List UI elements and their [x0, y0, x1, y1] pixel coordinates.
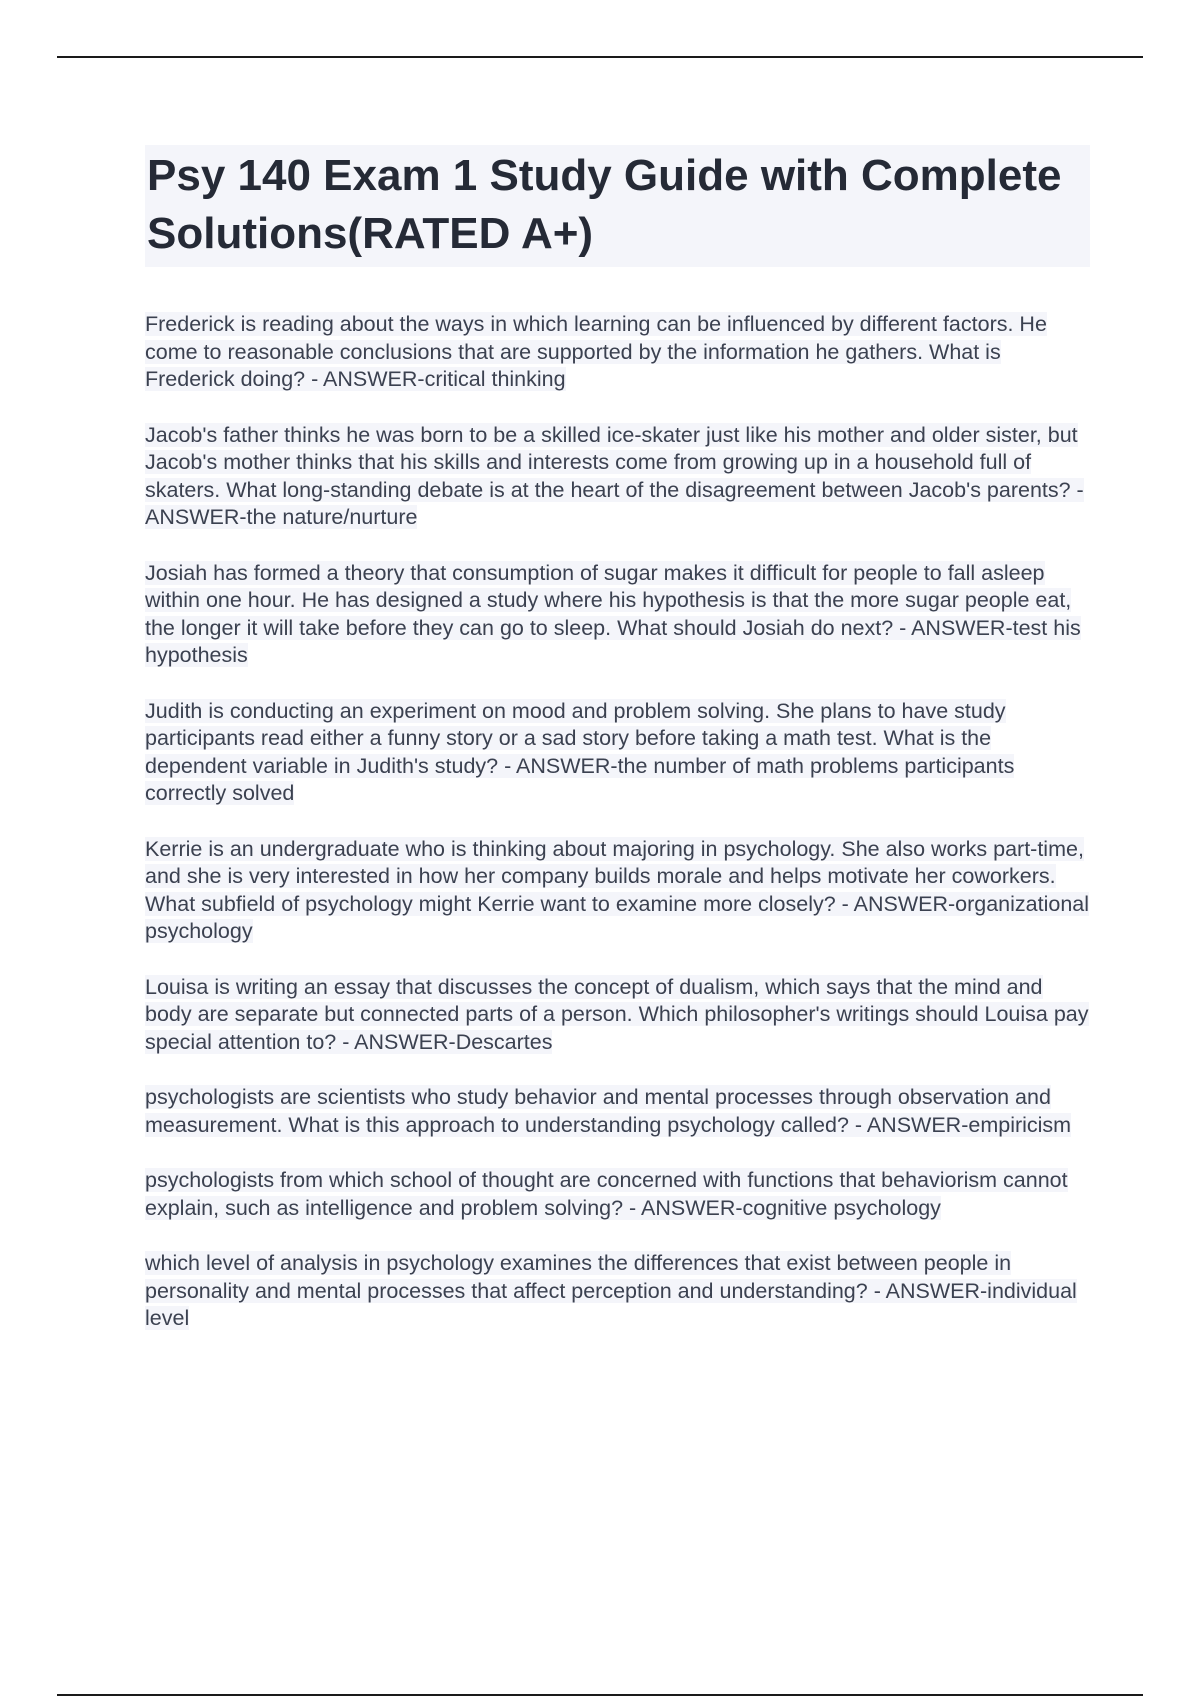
title-block — [145, 145, 1090, 267]
qa-item-6 — [145, 974, 1090, 1057]
qa-text: which level of analysis in psychology examines the differences that exist between people in personality and mental processes that affect perception and understanding? - ANSWER-individual level — [145, 1251, 1077, 1330]
qa-item-7 — [145, 1084, 1090, 1139]
qa-item-2 — [145, 422, 1090, 532]
qa-item-1 — [145, 311, 1090, 394]
qa-text: psychologists from which school of thought are concerned with functions that behaviorism cannot explain, such as intelligence and problem solving? - ANSWER-cognitive psychology — [145, 1168, 1068, 1220]
document-page — [145, 145, 1090, 1361]
qa-text: Louisa is writing an essay that discusses the concept of dualism, which says that the mind and body are separate but connected parts of a person. Which philosopher's writings should Louisa pay special attention to? - ANSWER-Descartes — [145, 974, 1089, 1054]
qa-text: Jacob's father thinks he was born to be a skilled ice-skater just like his mother and older sister, but Jacob's mother thinks that his skills and interests come from growing up in a household full of skaters. What long-standing debate is at the heart of the disagreement between Jacob's parents? - ANSWER-the nature/nurture — [145, 422, 1084, 529]
qa-item-3 — [145, 560, 1090, 670]
qa-item-9 — [145, 1250, 1090, 1333]
qa-item-4 — [145, 698, 1090, 808]
qa-text: Kerrie is an undergraduate who is thinking about majoring in psychology. She also works part-time, and she is very interested in how her company builds morale and helps motivate her coworkers. What subfield of psychology might Kerrie want to examine more closely? - ANSWER-organizational psychology — [145, 836, 1090, 943]
document-title: Psy 140 Exam 1 Study Guide with Complete Solutions(RATED A+) — [147, 151, 1062, 258]
qa-item-8 — [145, 1167, 1090, 1222]
qa-text: Frederick is reading about the ways in which learning can be influenced by different factors. He come to reasonable conclusions that are supported by the information he gathers. What is Frederick doing? - ANSWER-critical thinking — [145, 312, 1047, 391]
qa-text: Judith is conducting an experiment on mood and problem solving. She plans to have study participants read either a funny story or a sad story before taking a math test. What is the dependent variable in Judith's study? - ANSWER-the number of math problems participants correctly solved — [145, 698, 1015, 805]
qa-text: psychologists are scientists who study behavior and mental processes through observation and measurement. What is this approach to understanding psychology called? - ANSWER-empiricism — [145, 1085, 1072, 1137]
qa-item-5 — [145, 836, 1090, 946]
top-rule — [57, 56, 1143, 58]
bottom-rule — [57, 1694, 1143, 1696]
qa-text: Josiah has formed a theory that consumption of sugar makes it difficult for people to fall asleep within one hour. He has designed a study where his hypothesis is that the more sugar people eat, the longer it will take before they can go to sleep. What should Josiah do next? - ANSWER-test his hypothesis — [145, 560, 1081, 667]
